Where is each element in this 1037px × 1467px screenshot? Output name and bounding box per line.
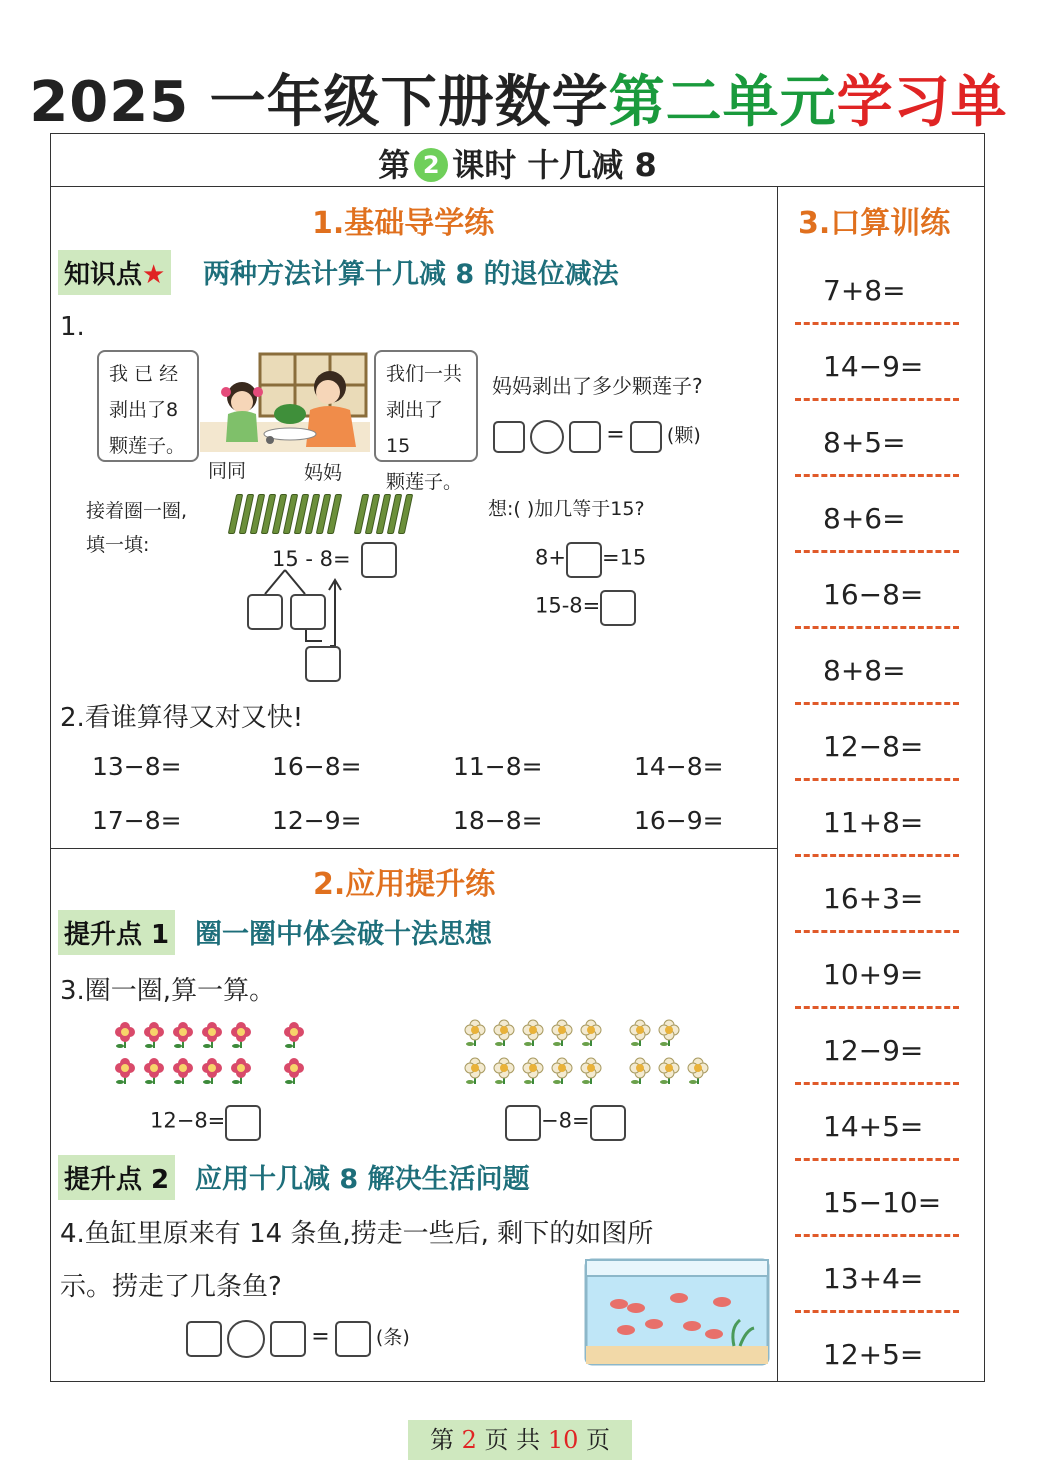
q3-equation-2: −8= (505, 1105, 626, 1141)
oral-item: 14+5= (795, 1108, 975, 1184)
pink-flowers-group (110, 1016, 310, 1096)
answer-line[interactable] (795, 1082, 959, 1085)
q4-line2: 示。捞走了几条鱼? (60, 1272, 282, 1302)
oral-item: 14−9= (795, 348, 975, 424)
think-equation-1: 8+ =15 (535, 542, 646, 578)
q3-equation-1: 12−8= (150, 1105, 261, 1141)
answer-line[interactable] (795, 778, 959, 781)
oral-list (795, 272, 975, 1396)
q1-label: 1. (60, 312, 85, 342)
q1-answer-equation: = (颗) (493, 420, 701, 454)
page-footer: 第 2 页 共 10 页 (408, 1420, 632, 1460)
knowledge-text: 两种方法计算十几减 8 的退位减法 (203, 259, 619, 290)
decompose-equation: 15 - 8= (272, 547, 351, 571)
answer-line[interactable] (795, 1006, 959, 1009)
answer-box[interactable] (335, 1321, 371, 1357)
q1-instruction: 接着圈一圈, 填一填: (86, 500, 188, 556)
total-pages: 10 (547, 1426, 579, 1454)
point2-tag: 提升点 2 (58, 1155, 175, 1200)
q4-answer-equation: = (条) (186, 1320, 410, 1358)
speech-bubble-right: 我们一共 剥出了15 颗莲子。 (374, 350, 478, 462)
answer-line[interactable] (795, 626, 959, 629)
oral-item: 15−10= (795, 1184, 975, 1260)
divider-section (50, 848, 777, 849)
answer-line[interactable] (795, 1234, 959, 1237)
unit-tiao: (条) (375, 1326, 410, 1349)
answer-box[interactable] (225, 1105, 261, 1141)
operator-circle[interactable] (227, 1320, 265, 1358)
answer-line[interactable] (795, 854, 959, 857)
lesson-header: 第 2 课时 十几减 8 (378, 146, 657, 184)
answer-line[interactable] (795, 930, 959, 933)
q1-question: 妈妈剥出了多少颗莲子? (492, 374, 703, 398)
q2-item: 12−9= (272, 806, 362, 835)
divider-header (50, 186, 985, 187)
answer-box[interactable] (305, 646, 341, 682)
q2-item: 17−8= (92, 806, 182, 835)
oral-item: 8+6= (795, 500, 975, 576)
answer-box[interactable] (247, 594, 283, 630)
think-prompt: 想:( )加几等于15? (488, 498, 645, 520)
page-title (0, 58, 1037, 138)
answer-box[interactable] (186, 1321, 222, 1357)
section3-title: 3.口算训练 (798, 206, 951, 241)
answer-box[interactable] (630, 421, 662, 453)
oral-item: 7+8= (795, 272, 975, 348)
oral-item: 12+5= (823, 1338, 924, 1371)
operator-circle[interactable] (530, 420, 564, 454)
oral-item: 11+8= (795, 804, 975, 880)
q2-item: 16−9= (634, 806, 724, 835)
oral-item: 16+3= (795, 880, 975, 956)
q2-item: 14−8= (634, 752, 724, 781)
current-page: 2 (461, 1426, 477, 1454)
oral-item: 8+8= (795, 652, 975, 728)
oral-item: 16−8= (795, 576, 975, 652)
knowledge-tag: 知识点★ (58, 250, 171, 295)
speech-bubble-left: 我 已 经 剥出了8 颗莲子。 (97, 350, 199, 462)
answer-box[interactable] (590, 1105, 626, 1141)
divider-column (777, 186, 778, 1382)
answer-box[interactable] (270, 1321, 306, 1357)
q4-line1: 4.鱼缸里原来有 14 条鱼,捞走一些后, 剩下的如图所 (60, 1219, 654, 1249)
q3-label: 3.圈一圈,算一算。 (60, 976, 276, 1006)
q2-item: 16−8= (272, 752, 362, 781)
q2-label: 2.看谁算得又对又快! (60, 703, 304, 733)
answer-box[interactable] (566, 542, 602, 578)
title-part1: 2025 一年级下册数学 (29, 70, 609, 135)
q2-item: 18−8= (453, 806, 543, 835)
lotus-scene-illustration (200, 352, 370, 456)
fish-tank-illustration (584, 1258, 770, 1370)
point2-text: 应用十几减 8 解决生活问题 (195, 1164, 530, 1195)
answer-line[interactable] (795, 1158, 959, 1161)
answer-line[interactable] (795, 322, 959, 325)
q2-item: 11−8= (453, 752, 543, 781)
unit-ke: (颗) (666, 424, 701, 447)
point1-text: 圈一圈中体会破十法思想 (195, 919, 492, 950)
answer-line[interactable] (795, 550, 959, 553)
title-part3: 学习单 (836, 70, 1008, 135)
point1-tag: 提升点 1 (58, 910, 175, 955)
answer-box[interactable] (505, 1105, 541, 1141)
section2-title: 2.应用提升练 (313, 867, 496, 902)
answer-box[interactable] (361, 542, 397, 578)
answer-box[interactable] (290, 594, 326, 630)
title-part2: 第二单元 (608, 70, 837, 135)
answer-line[interactable] (795, 474, 959, 477)
star-icon: ★ (142, 260, 166, 290)
oral-item: 10+9= (795, 956, 975, 1032)
cream-flowers-group (460, 1014, 716, 1096)
counting-sticks (228, 494, 418, 534)
name-tongtong: 同同 (208, 460, 247, 482)
answer-box[interactable] (493, 421, 525, 453)
lesson-number-badge: 2 (414, 148, 448, 182)
oral-item: 13+4= (795, 1260, 975, 1336)
oral-item: 12−8= (795, 728, 975, 804)
oral-item: 8+5= (795, 424, 975, 500)
think-equation-2: 15-8= (535, 590, 636, 626)
section1-title: 1.基础导学练 (312, 206, 495, 241)
answer-box[interactable] (569, 421, 601, 453)
answer-line[interactable] (795, 1310, 959, 1313)
answer-line[interactable] (795, 702, 959, 705)
oral-item: 12−9= (795, 1032, 975, 1108)
name-mama: 妈妈 (304, 462, 343, 484)
answer-box[interactable] (600, 590, 636, 626)
q2-item: 13−8= (92, 752, 182, 781)
answer-line[interactable] (795, 398, 959, 401)
